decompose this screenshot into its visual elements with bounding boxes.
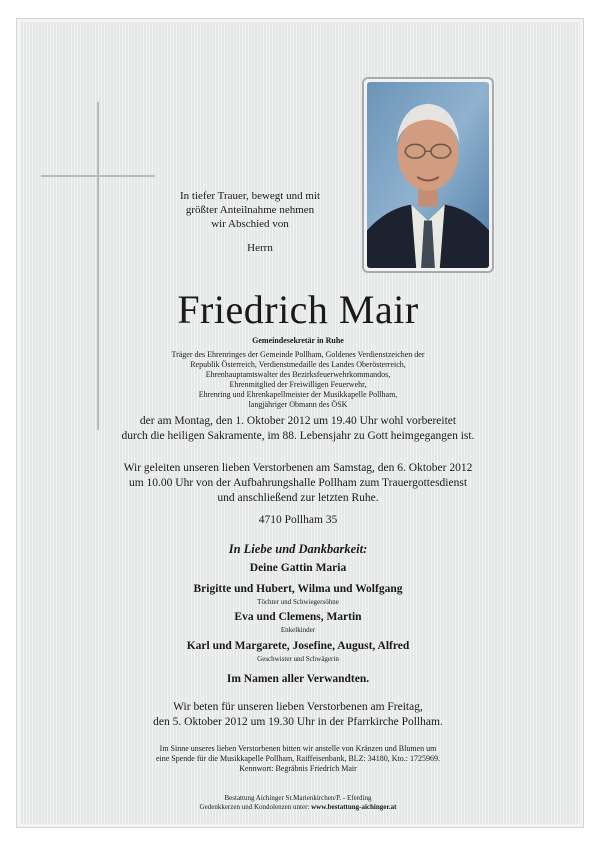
honor-line: Ehrenhauptamtswalter des Bezirksfeuerwehrkommandos, xyxy=(205,369,391,379)
death-notice-line: durch die heiligen Sakramente, im 88. Lebensjahr zu Gott heimgegangen ist. xyxy=(121,430,475,442)
intro-line: größter Anteilnahme nehmen xyxy=(185,204,315,216)
intro-line: wir Abschied von xyxy=(211,218,289,230)
footer xyxy=(0,794,596,812)
thanks-heading: In Liebe und Dankbarkeit: xyxy=(228,542,368,556)
undertaker-line: Bestattung Aichinger St.Marienkirchen/P. - Eferding xyxy=(224,794,372,802)
family-names: Eva und Clemens, Martin xyxy=(234,611,362,623)
condolence-line xyxy=(0,803,596,812)
address: 4710 Pollham 35 xyxy=(258,514,338,526)
funeral-line: Wir geleiten unseren lieben Verstorbenen am Samstag, den 6. Oktober 2012 xyxy=(123,462,473,474)
donation-line: eine Spende für die Musikkapelle Pollham, Raiffeisenbank, BLZ: 34180, Kto.: 1725969. xyxy=(155,754,441,763)
donation-notice xyxy=(0,744,596,774)
condolence-prefix: Gedenkkerzen und Kondolenzen unter: xyxy=(199,803,310,811)
death-notice xyxy=(0,414,596,444)
funeral-line: um 10.00 Uhr von der Aufbahrungshalle Pollham zum Trauergottesdienst xyxy=(128,477,468,489)
honor-line: Ehrenring und Ehrenkapellmeister der Musikkapelle Pollham, xyxy=(198,389,398,399)
family-role: Geschwister und Schwägerin xyxy=(257,655,339,663)
deceased-title: Gemeindesekretär in Ruhe xyxy=(252,336,344,345)
honor-line: langjähriger Obmann des ÖSK xyxy=(248,399,348,409)
donation-line: Im Sinne unseres lieben Verstorbenen bitten wir anstelle von Kränzen und Blumen um xyxy=(159,744,437,753)
salutation: Herrn xyxy=(247,242,273,254)
cross-icon-horizontal xyxy=(41,175,155,177)
deceased-name: Friedrich Mair xyxy=(177,287,419,332)
family-names: Brigitte und Hubert, Wilma und Wolfgang xyxy=(193,583,403,595)
honor-line: Republik Österreich, Verdienstmedaille des Landes Oberösterreich, xyxy=(190,359,406,369)
prayer-notice xyxy=(0,700,596,730)
intro-text xyxy=(150,189,350,231)
funeral-notice xyxy=(0,461,596,506)
prayer-line: den 5. Oktober 2012 um 19.30 Uhr in der Pfarrkirche Pollham. xyxy=(153,716,443,728)
prayer-line: Wir beten für unseren lieben Verstorbenen am Freitag, xyxy=(173,701,423,713)
family-names: Im Namen aller Verwandten. xyxy=(226,673,370,685)
website-link[interactable]: www.bestattung-aichinger.at xyxy=(311,803,397,811)
family-names: Deine Gattin Maria xyxy=(249,562,347,574)
family-names: Karl und Margarete, Josefine, August, Alfred xyxy=(186,640,410,652)
intro-line: In tiefer Trauer, bewegt und mit xyxy=(179,190,321,202)
honors-list xyxy=(0,350,596,409)
honor-line: Ehrenmitglied der Freiwilligen Feuerwehr, xyxy=(229,379,367,389)
death-notice-line: der am Montag, den 1. Oktober 2012 um 19.40 Uhr wohl vorbereitet xyxy=(139,415,457,427)
portrait-icon xyxy=(367,82,489,268)
donation-line: Kennwort: Begräbnis Friedrich Mair xyxy=(239,764,357,773)
portrait-photo xyxy=(362,77,494,273)
family-role: Töchter und Schwiegersöhne xyxy=(257,598,339,606)
honor-line: Träger des Ehrenringes der Gemeinde Pollham, Goldenes Verdienstzeichen der xyxy=(171,350,425,359)
family-role: Enkelkinder xyxy=(280,626,316,634)
funeral-line: und anschließend zur letzten Ruhe. xyxy=(217,492,379,504)
